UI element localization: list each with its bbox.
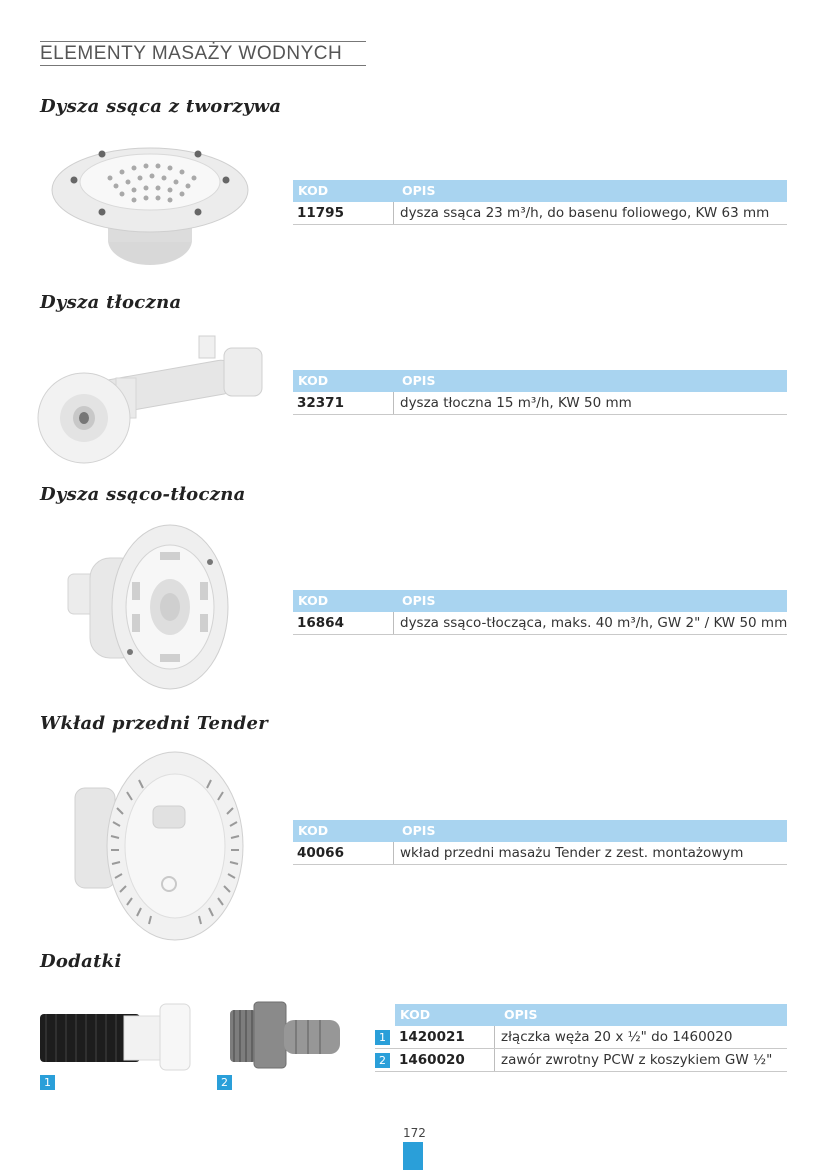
header-code: KOD: [298, 183, 329, 198]
product-code: 40066: [297, 845, 344, 861]
product-code: 16864: [297, 615, 344, 631]
tender-insert-image: [65, 748, 245, 943]
header-desc: OPIS: [402, 823, 436, 838]
section-title-suction-nozzle: Dysza ssąca z tworzywa: [40, 96, 282, 117]
page-marker-bar: [403, 1142, 423, 1170]
product-desc: dysza ssąco-tłocząca, maks. 40 m³/h, GW 2" / KW 50 mm: [393, 612, 787, 634]
header-desc: OPIS: [402, 183, 436, 198]
pressure-nozzle-image: [36, 330, 266, 465]
product-code: 1420021: [399, 1029, 465, 1045]
row-badge: 1: [375, 1030, 390, 1045]
table-row: [293, 612, 787, 635]
page-number: 172: [403, 1126, 426, 1140]
product-desc: dysza ssąca 23 m³/h, do basenu foliowego, KW 63 mm: [393, 202, 769, 224]
item-badge-1: 1: [40, 1075, 55, 1090]
header-code: KOD: [298, 373, 329, 388]
header-code: KOD: [298, 823, 329, 838]
product-desc: zawór zwrotny PCW z koszykiem GW ½": [494, 1049, 772, 1071]
table-row: [293, 202, 787, 225]
table-row: [375, 1026, 787, 1049]
table-row: [375, 1049, 787, 1072]
hose-connector-image: [40, 1000, 200, 1075]
item-badge-2: 2: [217, 1075, 232, 1090]
row-badge: 2: [375, 1053, 390, 1068]
product-code: 32371: [297, 395, 344, 411]
header-desc: OPIS: [504, 1007, 538, 1022]
table-row: [293, 842, 787, 865]
section-title-pressure-nozzle: Dysza tłoczna: [40, 292, 182, 313]
product-desc: wkład przedni masażu Tender z zest. montażowym: [393, 842, 743, 864]
header-code: KOD: [400, 1007, 431, 1022]
page-title: ELEMENTY MASAŻY WODNYCH: [40, 41, 366, 66]
product-desc: dysza tłoczna 15 m³/h, KW 50 mm: [393, 392, 632, 414]
check-valve-image: [228, 998, 348, 1073]
header-desc: OPIS: [402, 593, 436, 608]
product-code: 11795: [297, 205, 344, 221]
section-title-tender-insert: Wkład przedni Tender: [40, 713, 269, 734]
suction-pressure-nozzle-image: [60, 522, 230, 692]
suction-nozzle-image: [50, 140, 250, 270]
product-code: 1460020: [399, 1052, 465, 1068]
product-table-11795: [293, 180, 787, 225]
product-table-32371: [293, 370, 787, 415]
product-desc: złączka węża 20 x ½" do 1460020: [494, 1026, 732, 1048]
header-code: KOD: [298, 593, 329, 608]
section-title-accessories: Dodatki: [40, 951, 122, 972]
header-desc: OPIS: [402, 373, 436, 388]
section-title-suction-pressure-nozzle: Dysza ssąco-tłoczna: [40, 484, 246, 505]
product-table-16864: [293, 590, 787, 635]
table-row: [293, 392, 787, 415]
product-table-40066: [293, 820, 787, 865]
accessories-table: [375, 1004, 787, 1072]
